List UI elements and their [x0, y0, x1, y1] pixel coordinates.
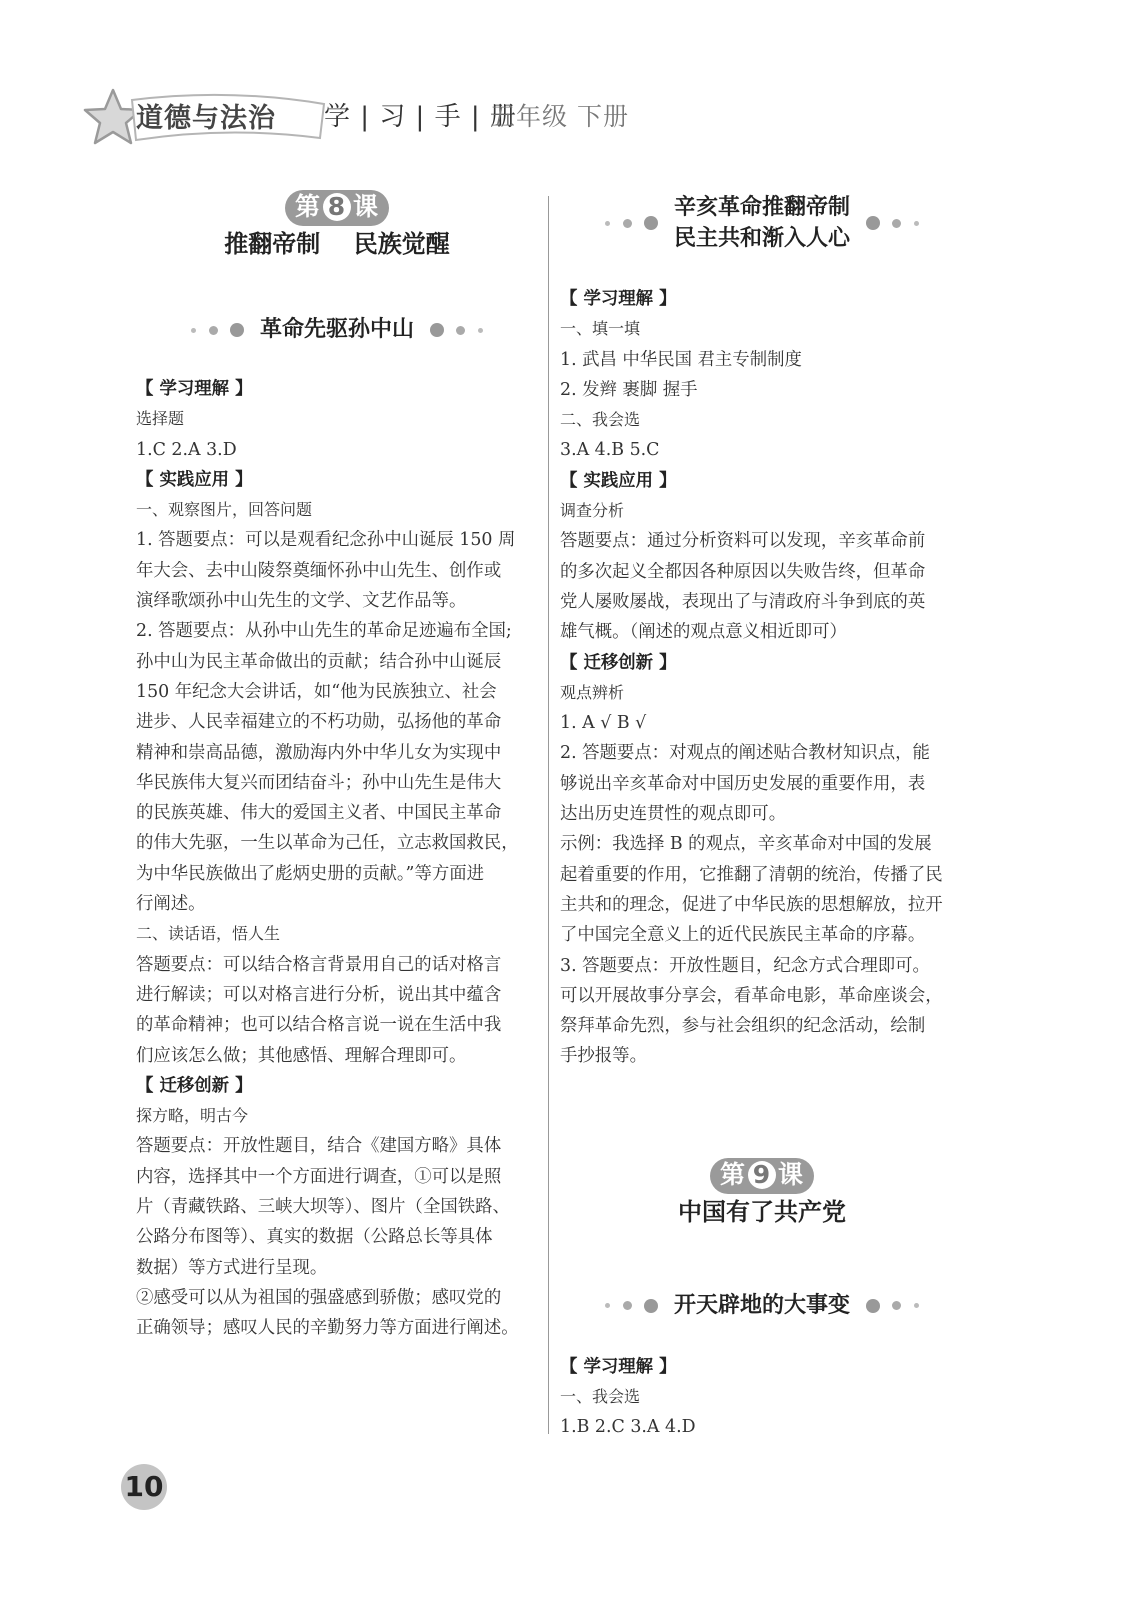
text-line: 进行解读；可以对格言进行分析，说出其中蕴含: [136, 984, 502, 1005]
view-title: 观点辨析: [560, 682, 625, 702]
text-line: 主共和的理念，促进了中华民族的思想解放，拉开: [560, 894, 943, 915]
text-line: 雄气概。（阐述的观点意义相近即可）: [560, 622, 847, 643]
text-line: 1. 答题要点：可以是观看纪念孙中山诞辰 150 周: [136, 530, 516, 551]
text-line: 的多次起义全都因各种原因以失败告终，但革命: [560, 561, 926, 582]
right-column: [560, 190, 964, 1443]
lesson-badge-number: 9: [748, 1161, 776, 1189]
text-line: 华民族伟大复兴而团结奋斗；孙中山先生是伟大: [136, 772, 502, 793]
learn-heading: 【 学习理解 】: [560, 1356, 677, 1377]
text-line: 3. 答题要点：开放性题目，纪念方式合理即可。: [560, 955, 930, 976]
text-line: 祭拜革命先烈，参与社会组织的纪念活动，绘制: [560, 1016, 926, 1037]
lesson-badge-post: 课: [778, 1159, 805, 1189]
text-line: 答题要点：可以结合格言背景用自己的话对格言: [136, 954, 502, 975]
dots-right-icon: [424, 323, 490, 337]
learn-heading: 【 学习理解 】: [560, 289, 677, 309]
section-title: 开天辟地的大事变: [673, 1292, 850, 1318]
text-line: 精神和崇高品德，激励海内外中华儿女为实现中: [136, 742, 502, 763]
text-line: 起着重要的作用，它推翻了清朝的统治，传播了民: [560, 864, 943, 885]
section-body: [136, 374, 538, 1344]
lesson-9-heading: [560, 1158, 964, 1228]
section-title: 革命先驱孙中山: [259, 317, 414, 342]
dots-right-icon: [860, 1299, 926, 1313]
lesson-badge: [710, 1158, 814, 1194]
section-body: [560, 1352, 964, 1443]
text-line: 2. 答题要点：从孙中山先生的革命足迹遍布全国;: [136, 621, 512, 642]
dots-left-icon: [598, 216, 664, 230]
text-line: 进步、人民幸福建立的不朽功勋，弘扬他的革命: [136, 712, 502, 733]
lesson-8-heading: [136, 190, 538, 260]
section-title-line1: 辛亥革命推翻帝制: [673, 195, 850, 220]
book-title: 学 | 习 | 手 | 册: [324, 102, 517, 132]
choose-answers: 3.A 4.B 5.C: [560, 440, 660, 461]
fill-title: 一、填一填: [560, 319, 641, 339]
explore-title: 探方略，明古今: [136, 1106, 249, 1126]
section-heading: [136, 314, 538, 346]
section-title-line2: 民主共和渐入人心: [673, 226, 850, 251]
subject-title: 道德与法治: [136, 103, 276, 134]
section-heading: [560, 192, 964, 254]
column-divider: [548, 196, 549, 1434]
dots-left-icon: [184, 323, 250, 337]
choose-answers: 1.B 2.C 3.A 4.D: [560, 1417, 696, 1438]
text-line: 孙中山为民主革命做出的贡献；结合孙中山诞辰: [136, 651, 502, 672]
practice-heading: 【 实践应用 】: [136, 469, 253, 490]
text-line: 年大会、去中山陵祭奠缅怀孙中山先生、创作或: [136, 560, 502, 581]
choose-title: 二、我会选: [560, 410, 641, 430]
text-line: 够说出辛亥革命对中国历史发展的重要作用，表: [560, 773, 926, 794]
text-line: ②感受可以从为祖国的强盛感到骄傲；感叹党的: [136, 1287, 502, 1308]
observe-title: 一、观察图片，回答问题: [136, 500, 313, 520]
lesson-badge-pre: 第: [719, 1159, 746, 1189]
page-header: [78, 84, 678, 154]
text-line: 演绎歌颂孙中山先生的文学、文艺作品等。: [136, 591, 467, 612]
text-line: 2. 答题要点：对观点的阐述贴合教材知识点，能: [560, 743, 930, 764]
text-line: 2. 发辫 裹脚 握手: [560, 379, 698, 400]
text-line: 内容，选择其中一个方面进行调查，①可以是照: [136, 1166, 502, 1187]
survey-title: 调查分析: [560, 501, 625, 521]
transfer-heading: 【 迁移创新 】: [560, 652, 677, 673]
text-line: 的伟大先驱，一生以革命为己任，立志救国救民，: [136, 833, 519, 854]
text-line: 1. A √ B √: [560, 713, 647, 734]
section-heading: [560, 1290, 964, 1322]
text-line: 手抄报等。: [560, 1046, 647, 1067]
dots-right-icon: [860, 216, 926, 230]
text-line: 数据）等方式进行呈现。: [136, 1257, 328, 1278]
choose-title: 一、我会选: [560, 1387, 641, 1407]
section-title: [674, 192, 850, 254]
text-line: 片（青藏铁路、三峡大坝等）、图片（全国铁路、: [136, 1197, 510, 1218]
page-number: 10: [121, 1464, 167, 1510]
text-line: 的民族英雄、伟大的爱国主义者、中国民主革命: [136, 803, 502, 824]
text-line: 党人屡败屡战，表现出了与清政府斗争到底的英: [560, 591, 926, 612]
lesson-badge-pre: 第: [294, 192, 321, 221]
practice-heading: 【 实践应用 】: [560, 470, 677, 491]
learn-heading: 【 学习理解 】: [136, 379, 253, 399]
text-line: 的革命精神；也可以结合格言说一说在生活中我: [136, 1015, 502, 1036]
text-line: 1. 武昌 中华民国 君主专制制度: [560, 349, 802, 370]
text-line: 达出历史连贯性的观点即可。: [560, 804, 787, 825]
text-line: 公路分布图等）、真实的数据（公路总长等具体: [136, 1227, 493, 1248]
text-line: 们应该怎么做；其他感悟、理解合理即可。: [136, 1045, 467, 1066]
text-line: 行阐述。: [136, 894, 206, 915]
read-title: 二、读话语，悟人生: [136, 924, 281, 944]
text-line: 了中国完全意义上的近代民族民主革命的序幕。: [560, 925, 926, 946]
text-line: 答题要点：开放性题目，结合《建国方略》具体: [136, 1136, 502, 1157]
text-line: 150 年纪念大会讲话，如“他为民族独立、社会: [136, 681, 497, 702]
text-line: 答题要点：通过分析资料可以发现，辛亥革命前: [560, 531, 926, 552]
lesson-badge: [285, 190, 389, 226]
choice-answers: 1.C 2.A 3.D: [136, 439, 237, 460]
dots-left-icon: [598, 1299, 664, 1313]
book-grade: 五年级 下册: [490, 102, 629, 131]
lesson-badge-number: 8: [323, 193, 351, 221]
choice-title: 选择题: [136, 409, 185, 429]
transfer-heading: 【 迁移创新 】: [136, 1075, 253, 1096]
lesson-title: 推翻帝制 民族觉醒: [224, 230, 450, 258]
text-line: 正确领导；感叹人民的辛勤努力等方面进行阐述。: [136, 1318, 519, 1339]
left-column: [136, 190, 538, 1344]
lesson-badge-post: 课: [353, 192, 380, 221]
lesson-title: 中国有了共产党: [678, 1197, 846, 1226]
text-line: 可以开展故事分享会，看革命电影，革命座谈会，: [560, 985, 943, 1006]
section-body: [560, 284, 964, 1072]
text-line: 示例：我选择 B 的观点，辛亥革命对中国的发展: [560, 834, 932, 855]
text-line: 为中华民族做出了彪炳史册的贡献。”等方面进: [136, 863, 485, 884]
